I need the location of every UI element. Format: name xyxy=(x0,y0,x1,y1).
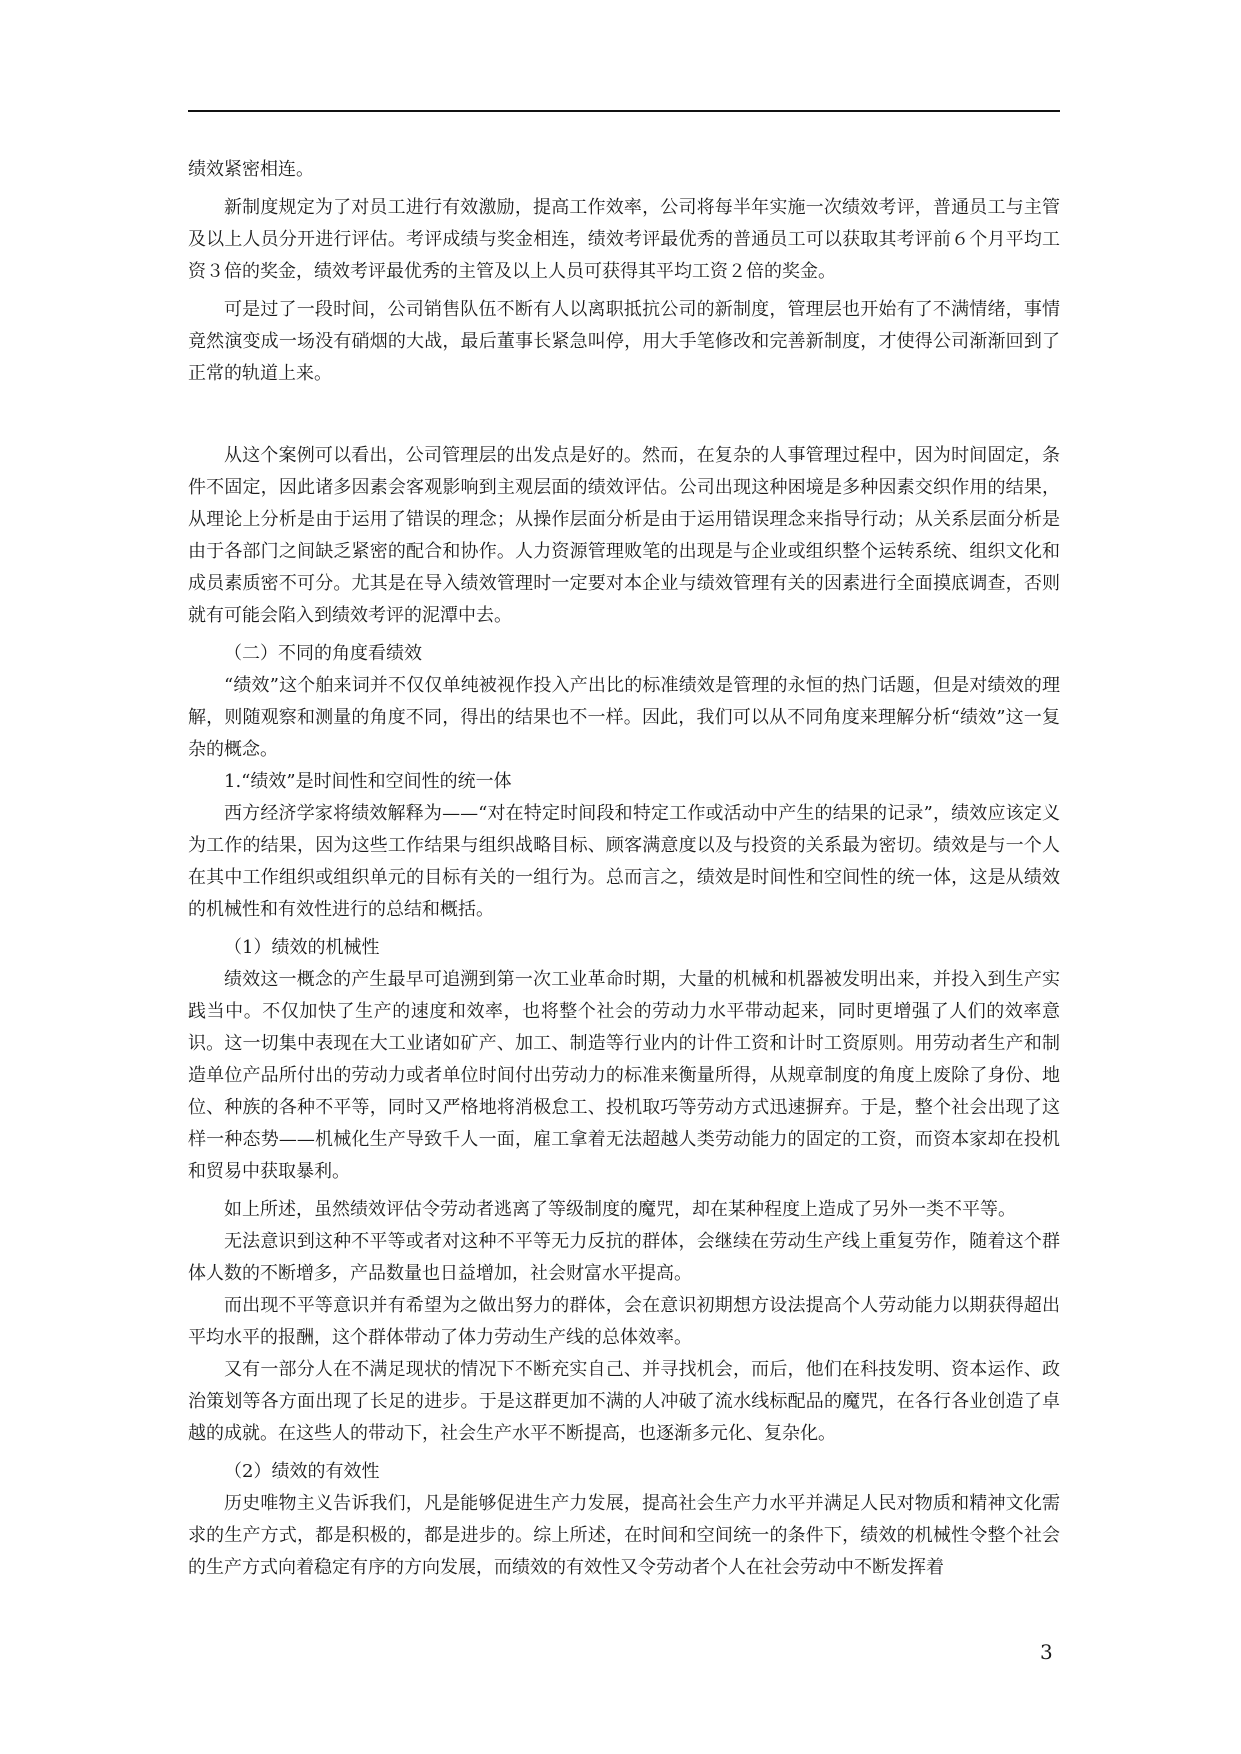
paragraph: 绩效这一概念的产生最早可追溯到第一次工业革命时期，大量的机械和机器被发明出来，并投入到生产实践当中。不仅加快了生产的速度和效率，也将整个社会的劳动力水平带动起来，同时更增强了人们的效率意识。这一切集中表现在大工业诸如矿产、加工、制造等行业内的计件工资和计时工资原则。用劳动者生产和制造单位产品所付出的劳动力或者单位时间付出劳动力的标准来衡量所得，从规章制度的角度上废除了身份、地位、种族的各种不平等，同时又严格地将消极怠工、投机取巧等劳动方式迅速摒弃。于是，整个社会出现了这样一种态势——机械化生产导致千人一面，雇工拿着无法超越人类劳动能力的固定的工资，而资本家却在投机和贸易中获取暴利。 xyxy=(188,969,1060,1182)
header-rule xyxy=(188,110,1060,112)
section-heading: （二）不同的角度看绩效 xyxy=(224,643,422,664)
paragraph: 又有一部分人在不满足现状的情况下不断充实自己、并寻找机会，而后，他们在科技发明、资本运作、政治策划等各方面出现了长足的进步。于是这群更加不满的人冲破了流水线标配品的魔咒，在各行各业创造了卓越的成就。在这些人的带动下，社会生产水平不断提高，也逐渐多元化、复杂化。 xyxy=(188,1359,1060,1444)
subsection-heading: （1）绩效的机械性 xyxy=(224,937,380,958)
paragraph: “绩效”这个舶来词并不仅仅单纯被视作投入产出比的标准绩效是管理的永恒的热门话题，但是对绩效的理解，则随观察和测量的角度不同，得出的结果也不一样。因此，我们可以从不同角度来理解分析“绩效”这一复杂的概念。 xyxy=(188,675,1060,760)
paragraph: 如上所述，虽然绩效评估令劳动者逃离了等级制度的魔咒，却在某种程度上造成了另外一类不平等。 xyxy=(224,1199,1016,1220)
paragraph: 西方经济学家将绩效解释为——“对在特定时间段和特定工作或活动中产生的结果的记录”，绩效应该定义为工作的结果，因为这些工作结果与组织战略目标、顾客满意度以及与投资的关系最为密切。绩效是与一个人在其中工作组织或组织单元的目标有关的一组行为。总而言之，绩效是时间性和空间性的统一体，这是从绩效的机械性和有效性进行的总结和概括。 xyxy=(188,803,1060,920)
paragraph: 从这个案例可以看出，公司管理层的出发点是好的。然而，在复杂的人事管理过程中，因为时间固定，条件不固定，因此诸多因素会客观影响到主观层面的绩效评估。公司出现这种困境是多种因素交织作用的结果，从理论上分析是由于运用了错误的理念；从操作层面分析是由于运用错误理念来指导行动；从关系层面分析是由于各部门之间缺乏紧密的配合和协作。人力资源管理败笔的出现是与企业或组织整个运转系统、组织文化和成员素质密不可分。尤其是在导入绩效管理时一定要对本企业与绩效管理有关的因素进行全面摸底调查，否则就有可能会陷入到绩效考评的泥潭中去。 xyxy=(188,445,1060,626)
paragraph: 历史唯物主义告诉我们，凡是能够促进生产力发展，提高社会生产力水平并满足人民对物质和精神文化需求的生产方式，都是积极的，都是进步的。综上所述，在时间和空间统一的条件下，绩效的机械性令整个社会的生产方式向着稳定有序的方向发展，而绩效的有效性又令劳动者个人在社会劳动中不断发挥着 xyxy=(188,1493,1060,1578)
subsection-heading: 1.“绩效”是时间性和空间性的统一体 xyxy=(224,771,512,792)
paragraph: 而出现不平等意识并有希望为之做出努力的群体，会在意识初期想方设法提高个人劳动能力以期获得超出平均水平的报酬，这个群体带动了体力劳动生产线的总体效率。 xyxy=(188,1295,1060,1348)
page-number: 3 xyxy=(1040,1640,1053,1664)
body-text xyxy=(188,154,1060,1584)
paragraph: 无法意识到这种不平等或者对这种不平等无力反抗的群体，会继续在劳动生产线上重复劳作，随着这个群体人数的不断增多，产品数量也日益增加，社会财富水平提高。 xyxy=(188,1231,1060,1284)
paragraph: 绩效紧密相连。 xyxy=(188,159,314,180)
paragraph: 可是过了一段时间，公司销售队伍不断有人以离职抵抗公司的新制度，管理层也开始有了不满情绪，事情竟然演变成一场没有硝烟的大战，最后董事长紧急叫停，用大手笔修改和完善新制度，才使得公司渐渐回到了正常的轨道上来。 xyxy=(188,299,1060,384)
subsection-heading: （2）绩效的有效性 xyxy=(224,1461,380,1482)
paragraph: 新制度规定为了对员工进行有效激励，提高工作效率，公司将每半年实施一次绩效考评，普通员工与主管及以上人员分开进行评估。考评成绩与奖金相连，绩效考评最优秀的普通员工可以获取其考评前６个月平均工资３倍的奖金，绩效考评最优秀的主管及以上人员可获得其平均工资２倍的奖金。 xyxy=(188,197,1060,282)
